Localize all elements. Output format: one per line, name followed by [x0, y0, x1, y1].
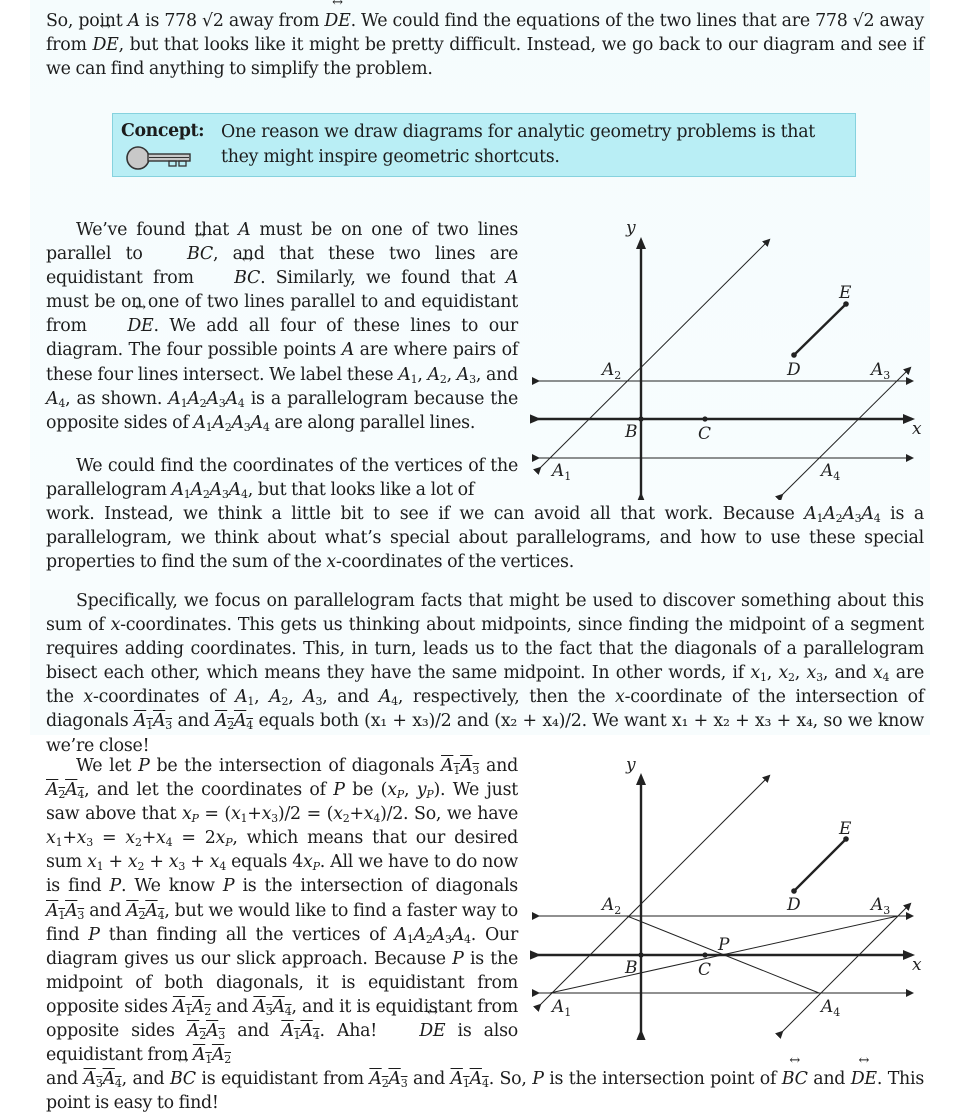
label-y: y: [626, 218, 636, 238]
point-b: [638, 416, 643, 421]
concept-box: [112, 113, 856, 177]
point-c: [702, 416, 707, 421]
paragraph-parallel-lines: We’ve found that A must be on one of two lines parallel to ↔ BC, and that these two lines are equidistant from ↔ BC. Similarly, we found that A must be on one of two lines parallel to and equidistant from ↔ DE. We add all four of these lines to our diagram. The four possible points A are where pairs of these four lines intersect. We label these $A_1$, $A_2$, $A_3$, and $A_4$, as shown. $A_1A_2A_3A_4$ is a parallelogram because the opposite sides of $A_1A_2A_3A_4$ are along parallel lines.: [46, 218, 518, 435]
label-c: C: [698, 960, 712, 980]
point-c: [702, 952, 707, 957]
label-p: P: [718, 935, 730, 955]
label-a2: $A_2$: [602, 895, 622, 917]
point-d: [791, 888, 797, 894]
label-a4: $A_4$: [821, 997, 841, 1019]
label-b: B: [625, 422, 638, 442]
label-x: x: [912, 419, 922, 439]
label-a2: $A_2$: [602, 360, 622, 382]
label-a1: $A_1$: [552, 997, 572, 1019]
label-a3: $A_3$: [871, 895, 891, 917]
concept-label: Concept:: [121, 121, 205, 141]
diagram-diagonals: [530, 750, 960, 1040]
line-de: ↔ DE: [324, 9, 350, 33]
label-b: B: [625, 958, 638, 978]
point-d: [791, 352, 797, 358]
label-y: y: [626, 755, 636, 775]
paragraph-find-p: We let P be the intersection of diagonals $A_1A_3$ and $A_2A_4$, and let the coordinates of P be ($x_P$, $y_P$). We just saw above that $x_P = (x_1+x_3)/2 = (x_2+x_4)/2$. So, we have $x_1+x_3 = x_2+x_4 = 2x_P$, which means that our desired sum $x_1 + x_2 + x_3 + x_4$ equals $4x_P$. All we have to do now is find P. We know P is the intersection of diagonals $A_1A_3$ and $A_2A_4$, but we would like to find a faster way to find P than finding all the vertices of $A_1A_2A_3A_4$. Our diagram gives us our slick approach. Because P is the midpoint of both diagonals, it is equidistant from opposite sides $A_1A_2$ and $A_3A_4$, and it is equidistant from opposite sides $A_2A_3$ and $A_1A_4$. Aha! ↔ DE is also equidistant from $A_1A_2$ and $A_3A_4$, and ↔ BC is equidistant from $A_2A_3$ and $A_1A_4$. So, P is the intersection point of ↔ BC and ↔ DE. This point is easy to find!: [46, 754, 924, 1115]
segment-de: [794, 839, 846, 891]
line-a3a4: [782, 368, 910, 495]
line-a3a4: [782, 904, 910, 1032]
intro-paragraph: So, point A is 778 √2 away from ↔ DE. We could find the equations of the two lines that are 778 √2 away from ↔ DE, but that looks like it might be pretty difficult. Instead, we go back to our diagram and see if we can find anything to simplify the problem.: [46, 9, 924, 81]
point-b: [638, 952, 643, 957]
label-x: x: [912, 955, 922, 975]
paragraph-midpoints: Specifically, we focus on parallelogram facts that might be used to discover something about this sum of x-coordinates. This gets us thinking about midpoints, since finding the midpoint of a segment requires adding coordinates. This, in turn, leads us to the fact that the diagonals of a parallelogram bisect each other, which means they have the same midpoint. In other words, if $x_1$, $x_2$, $x_3$, and $x_4$ are the x-coordinates of $A_1$, $A_2$, $A_3$, and $A_4$, respectively, then the x-coordinate of the intersection of diagonals $A_1A_3$ and $A_2A_4$ equals both (x₁ + x₃)/2 and (x₂ + x₄)/2. We want x₁ + x₂ + x₃ + x₄, so we know we’re close!: [46, 591, 925, 756]
line-de: ↔ DE: [92, 33, 118, 57]
concept-text: One reason we draw diagrams for analytic geometry problems is that they might inspire geometric shortcuts.: [221, 122, 815, 167]
line-a1a2: [540, 240, 769, 468]
label-e: E: [839, 283, 852, 303]
label-a3: $A_3$: [871, 360, 891, 382]
label-a1: $A_1$: [552, 461, 572, 483]
segment-de: [794, 304, 846, 355]
paragraph-avoid-work: We could find the coordinates of the vertices of the parallelogram $A_1A_2A_3A_4$, but that looks like a lot of work. Instead, we think a little bit to see if we can avoid all that work. Because $A_1A_2A_3A_4$ is a parallelogram, we think about what’s special about parallelograms, and how to use these special properties to find the sum of the x-coordinates of the vertices.: [46, 456, 924, 573]
line-a1a2: [540, 776, 769, 1005]
label-c: C: [698, 424, 712, 444]
label-d: D: [787, 360, 801, 380]
label-d: D: [787, 895, 801, 915]
diagram-parallelogram: [530, 210, 960, 500]
label-a4: $A_4$: [821, 461, 841, 483]
label-e: E: [839, 819, 852, 839]
key-icon: [125, 146, 195, 172]
